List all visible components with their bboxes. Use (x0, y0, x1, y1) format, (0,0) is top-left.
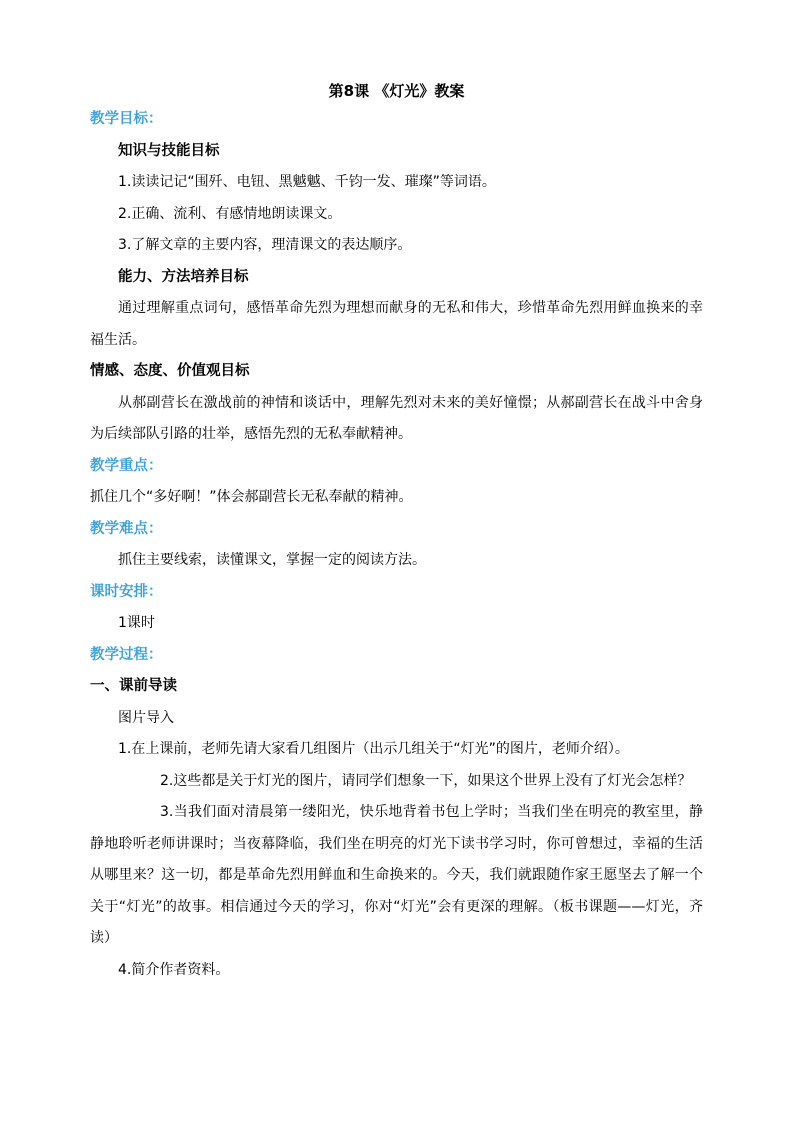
lesson-plan-page (90, 78, 703, 986)
picture-intro: 图片导入 (118, 709, 174, 726)
knowledge-heading: 知识与技能目标 (118, 142, 220, 159)
emotion-paragraph: 从郝副营长在激战前的神情和谈话中，理解先烈对未来的美好憧憬；从郝副营长在战斗中舍身为后续部队引路的壮举，感悟先烈的无私奉献精神。 (90, 394, 703, 442)
step-1: 1.在上课前，老师先请大家看几组图片（出示几组关于“灯光”的图片，老师介绍）。 (118, 741, 629, 757)
key-text: 抓住几个“多好啊！”体会郝副营长无私奉献的精神。 (90, 489, 413, 505)
goals-heading: 教学目标： (90, 111, 163, 127)
step-2: 2.这些都是关于灯光的图片，请同学们想象一下，如果这个世界上没有了灯光会怎样？ (160, 772, 692, 789)
difficulty-heading: 教学难点： (90, 520, 163, 537)
step-4: 4.简介作者资料。 (118, 961, 230, 978)
knowledge-item: 1.读读记记“围歼、电钮、黑魆魆、千钧一发、璀璨”等词语。 (118, 174, 496, 190)
process-heading: 教学过程： (90, 646, 163, 663)
schedule-text: 1课时 (118, 615, 155, 631)
ability-paragraph: 通过理解重点词句，感悟革命先烈为理想而献身的无私和伟大，珍惜革命先烈用鲜血换来的幸福生活。 (90, 300, 703, 348)
step-3: 3.当我们面对清晨第一缕阳光，快乐地背着书包上学时；当我们坐在明亮的教室里，静静地聆听老师讲课时；当夜幕降临，我们坐在明亮的灯光下读书学习时，你可曾想过，幸福的生活从哪里来？这一切，都是革命先烈用鲜血和生命换来的。今天，我们就跟随作家王愿坚去了解一个关于“灯光”的故事。相信通过今天的学习，你对“灯光”会有更深的理解。（板书课题——灯光，齐读） (90, 804, 703, 946)
knowledge-item: 2.正确、流利、有感情地朗读课文。 (118, 205, 342, 222)
knowledge-item: 3.了解文章的主要内容，理清课文的表达顺序。 (118, 237, 412, 253)
emotion-heading: 情感、态度、价值观目标 (90, 363, 250, 379)
ability-heading: 能力、方法培养目标 (118, 268, 249, 285)
schedule-heading: 课时安排： (90, 583, 163, 600)
key-heading: 教学重点： (90, 457, 163, 474)
section1-heading: 一、课前导读 (90, 678, 177, 694)
difficulty-text: 抓住主要线索，读懂课文，掌握一定的阅读方法。 (118, 552, 426, 568)
page-title: 第8课 《灯光》教案 (328, 82, 465, 100)
